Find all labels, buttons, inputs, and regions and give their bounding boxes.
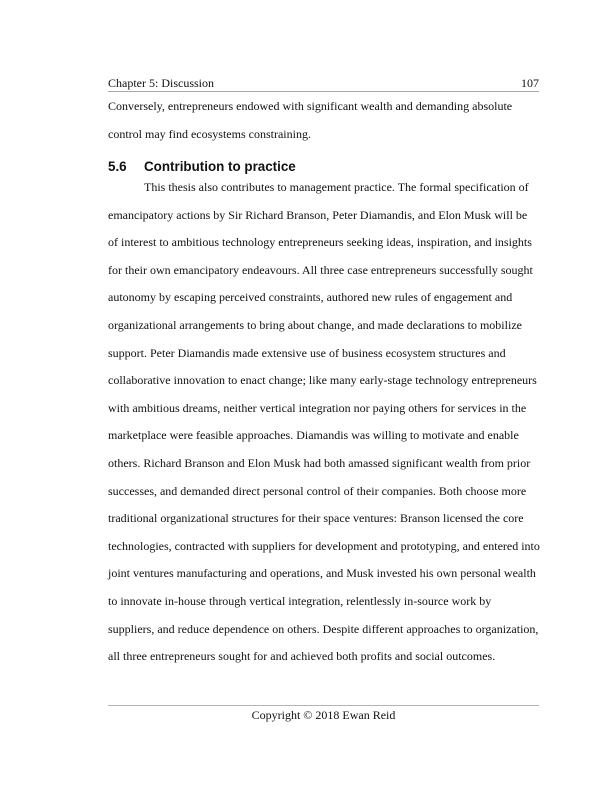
text-line: others. Richard Branson and Elon Musk had both amassed significant wealth from prior — [108, 455, 531, 470]
text-line: collaborative innovation to enact change; like many early-stage technology entrepreneurs — [108, 373, 537, 388]
text-line: support. Peter Diamandis made extensive use of business ecosystem structures and — [108, 345, 506, 360]
copyright-footer: Copyright © 2018 Ewan Reid — [251, 708, 396, 722]
text-line: to innovate in-house through vertical integration, relentlessly in-source work by — [108, 593, 492, 608]
running-header — [108, 70, 539, 90]
text-line: emancipatory actions by Sir Richard Branson, Peter Diamandis, and Elon Musk will be — [108, 207, 528, 222]
text-line: for their own emancipatory endeavours. All three case entrepreneurs successfully sought — [108, 262, 533, 277]
section-heading — [108, 159, 296, 175]
text-line: autonomy by escaping perceived constraints, authored new rules of engagement and — [108, 290, 513, 305]
page-number: 107 — [521, 76, 539, 90]
text-line: marketplace were feasible approaches. Diamandis was willing to motivate and enable — [108, 428, 519, 443]
paragraph-continuation — [108, 93, 539, 148]
text-line: with ambitious dreams, neither vertical integration nor paying others for services in the — [108, 400, 527, 415]
section-title: Contribution to practice — [144, 159, 296, 174]
text-line: Conversely, entrepreneurs endowed with significant wealth and demanding absolute — [108, 99, 513, 113]
text-line: This thesis also contributes to management practice. The formal specification of — [144, 180, 529, 194]
document-page — [108, 0, 539, 792]
footer-divider — [108, 705, 539, 706]
text-line: control may find ecosystems constraining. — [108, 126, 311, 141]
text-line: of interest to ambitious technology entrepreneurs seeking ideas, inspiration, and insights — [108, 235, 532, 250]
section-number: 5.6 — [108, 159, 127, 174]
text-line: successes, and demanded direct personal control of their companies. Both choose more — [108, 483, 527, 498]
text-line: joint ventures manufacturing and operations, and Musk invested his own personal wealth — [108, 566, 536, 581]
text-line: technologies, contracted with suppliers for development and prototyping, and entered into — [108, 538, 540, 553]
text-line: all three entrepreneurs sought for and achieved both profits and social outcomes. — [108, 649, 496, 664]
paragraph-contribution-to-practice — [108, 174, 539, 671]
header-divider — [108, 91, 539, 92]
text-line: traditional organizational structures for their space ventures: Branson licensed the core — [108, 511, 524, 526]
text-line: organizational arrangements to bring about change, and made declarations to mobilize — [108, 317, 522, 332]
text-line: suppliers, and reduce dependence on others. Despite different approaches to organization, — [108, 621, 539, 636]
chapter-title: Chapter 5: Discussion — [108, 76, 214, 90]
